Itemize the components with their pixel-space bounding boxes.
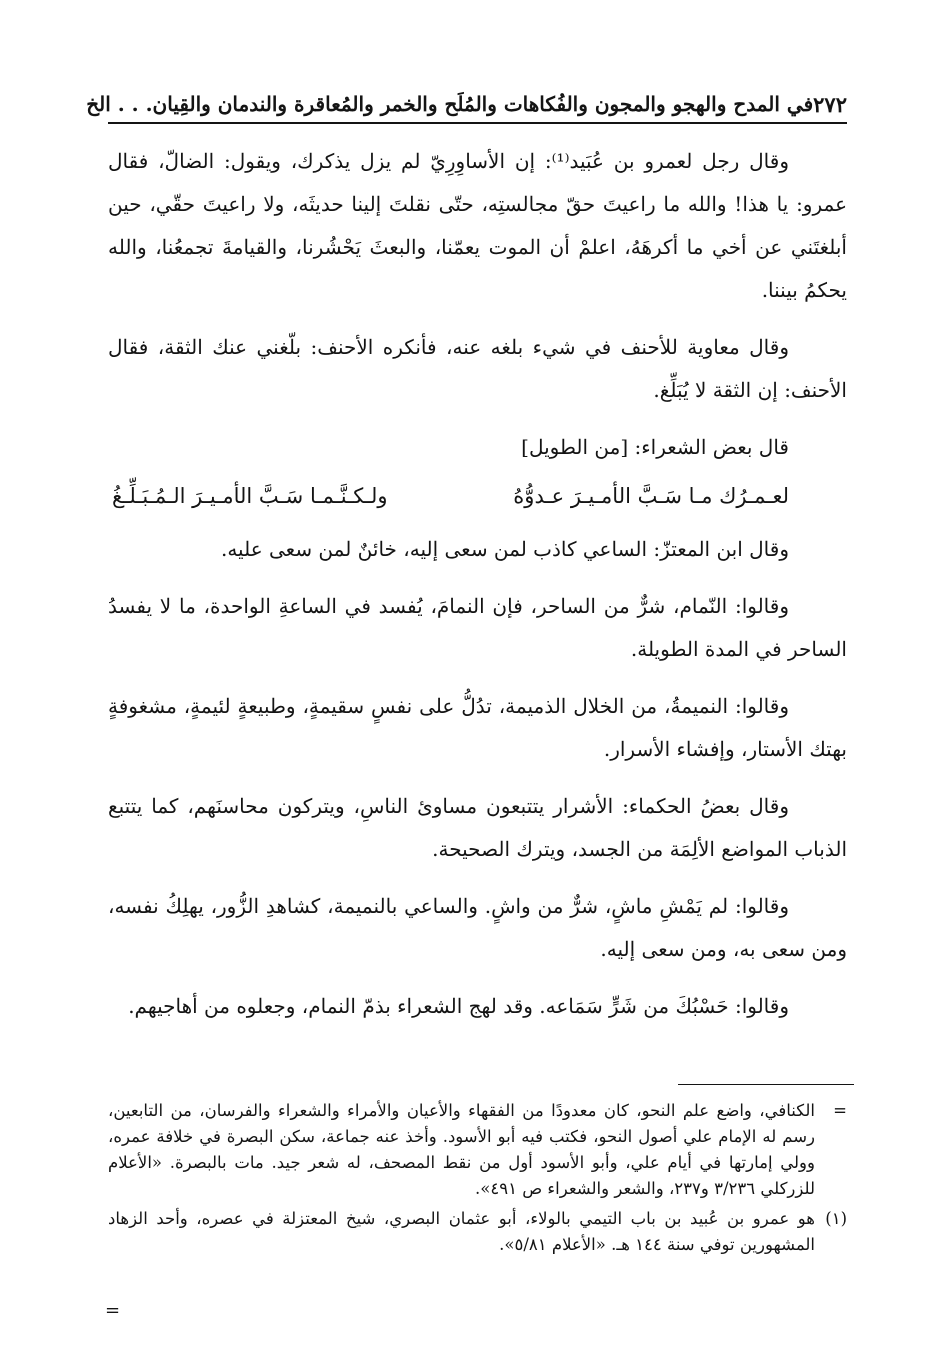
poetry-verse [108,475,847,518]
verse-second-hemistich: ولـكـنَّـمـا سَـبَّ الأمـيـرَ الـمُـبَـلِّـغُ [112,484,388,508]
paragraph: وقال رجل لعمرو بن عُبَيد⁽¹⁾: إن الأساوِرِيّ لم يزل يذكرك، ويقول: الضالّ، فقال عمرو: يا هذا! والله ما راعيتَ حقّ مجالستِه، حتّى نقلتَ إلينا حديثَه، ولا راعيتَ حقّي، حين أبلغتَني عن أخي ما أكرهَهُ، اعلمْ أن الموت يعمّنا، والبعثَ يَحْشُرنا، والقيامةَ تجمعُنا، والله يحكمُ بيننا. [108,149,847,302]
paragraph: وقال بعضُ الحكماء: الأشرار يتتبعون مساوئ الناسِ، ويتركون محاسنَهم، كما يتتبع الذباب المواضع الألِمَة من الجسد، ويترك الصحيحة. [108,794,847,861]
footnote-divider [678,1084,854,1085]
page-number: ٢٧٢ [813,91,847,117]
paragraph: وقالوا: لم يَمْشِ ماشٍ، شرٌّ من واشٍ. والساعي بالنميمة، كشاهدِ الزُّور، يهلِكُ نفسه، ومن سعى به، ومن سعى إليه. [108,894,847,961]
paragraph: وقال معاوية للأحنف في شيء بلغه عنه، فأنكره الأحنف: بلّغني عنك الثقة، فقال الأحنف: إن الثقة لا يُبَلِّغ. [108,335,847,402]
footnote-text: هو عمرو بن عُبيد بن باب التيمي بالولاء، أبو عثمان البصري، شيخ المعتزلة في عصره، وأحد الزهاد المشهورين توفي سنة ١٤٤ هـ. «الأعلام ٥/٨١». [108,1209,815,1254]
footnotes [108,1098,847,1262]
footnote [108,1098,847,1202]
paragraph: وقالوا: النميمةُ، من الخلال الذميمة، تدُلُّ على نفسٍ سقيمةٍ، وطبيعةٍ لئيمةٍ، مشغوفةٍ بهتك الأستار، وإفشاء الأسرار. [108,694,847,761]
continuation-mark: = [105,1300,121,1321]
paragraph: وقالوا: النّمام، شرٌّ من الساحر، فإن النمامَ، يُفسد في الساعةِ الواحدة، ما لا يفسدُ الساحر في المدة الطويلة. [108,594,847,661]
page-header [86,86,847,124]
main-text [108,140,847,1042]
footnote-text: الكنافي، واضع علم النحو، كان معدودًا من الفقهاء والأعيان والأمراء والشعراء والفرسان، من التابعين، رسم له الإمام علي أصول النحو، فكتب فيه أبو الأسود. وأخذ عنه جماعة، سكن البصرة في خلافة عمره، وولي إمارتها في أيام علي، وأبو الأسود أول من نقط المصحف، له شعر جيد. مات بالبصرة. «الأعلام للزركلي ٣/٢٣٦ و٢٣٧، والشعر والشعراء ص ٤٩١». [108,1101,815,1198]
verse-first-hemistich: لعـمـرُك مـا سَـبَّ الأمـيـرَ عـدوُّهُ [513,484,789,508]
footnote-marker: = [833,1101,847,1120]
paragraph: وقال ابن المعتزّ: الساعي كاذب لمن سعى إليه، خائنٌ لمن سعى عليه. [220,537,789,561]
verse-intro: قال بعض الشعراء: [من الطويل] [521,435,789,459]
footnote-marker: (١) [825,1209,847,1228]
paragraph: وقالوا: حَسْبُكَ من شَرٍّ سَمَاعه. وقد لهج الشعراء بذمّ النمام، وجعلوه من أهاجيهم. [128,994,789,1018]
running-title: في المدح والهجو والمجون والفُكاهات والمُلَح والخمر والمُعاقرة والندمان والقِيان. . . الخ [86,92,814,116]
footnote [108,1206,847,1258]
